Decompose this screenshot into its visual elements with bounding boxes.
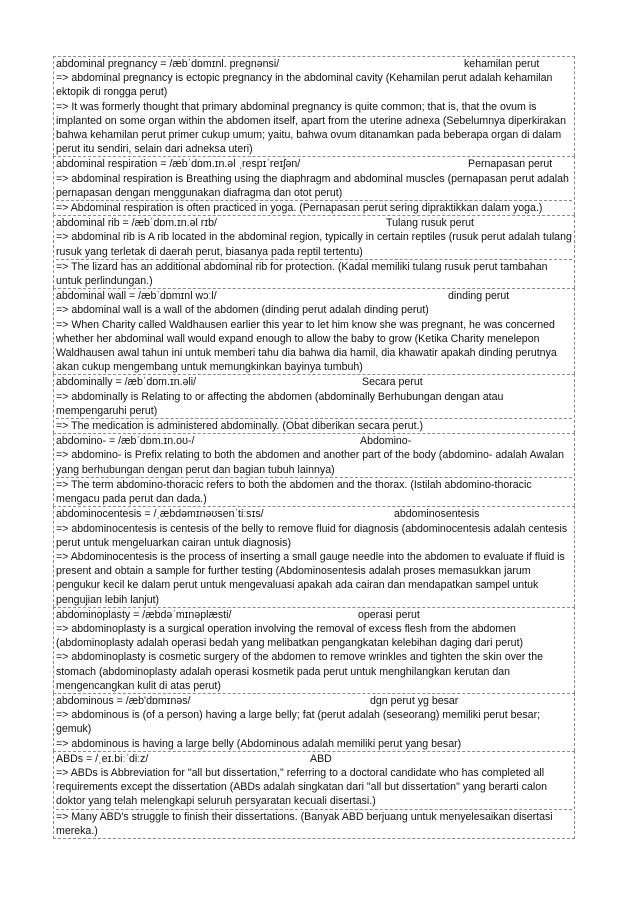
entry-translation: operasi perut: [358, 608, 420, 621]
entry-term: abdominoplasty = /æbdəˈmɪnəplæsti/: [56, 608, 232, 621]
entry-abds: [53, 751, 575, 839]
entry-abdominocentesis: [53, 506, 575, 606]
entry-term: abdominous = /æb'dɒmɪnəs/: [56, 694, 191, 707]
entry-translation: ABD: [310, 752, 332, 765]
entry-example: => When Charity called Waldhausen earlier this year to let him know she was pregnant, he was concerned whether her abdominal wall would expand enough to allow the baby to grow (Ketika Charity menelepon Waldhausen awal tahun ini untuk memberi tahu dia bahwa dia hamil, dia khawatir apakah dinding perutnya akan cukup mengembang untuk memungkinkan bayinya tumbuh): [56, 318, 557, 374]
entry-definition: => abdominally is Relating to or affecting the abdomen (abdominally Berhubungan dengan atau mempengaruhi perut): [56, 390, 572, 419]
entry-abdominal-pregnancy: [53, 56, 575, 156]
entry-translation: Secara perut: [362, 376, 423, 389]
entry-term: abdomino- = /æbˈdɒm.ɪn.oʊ-/: [56, 435, 195, 448]
entry-term: abdominally = /æbˈdɒm.ɪn.əli/: [56, 376, 197, 389]
entry-abdomino-prefix: [53, 433, 575, 506]
entry-translation: abdominosentesis: [394, 508, 480, 521]
entry-translation: Pernapasan perut: [468, 158, 553, 171]
entry-definition: => abdominal rib is A rib located in the abdominal region, typically in certain reptiles (rusuk perut adalah tulang rusuk yang terletak di daerah perut, biasanya pada reptil tertentu): [56, 230, 572, 259]
entry-header: [56, 157, 572, 171]
entry-abdominally: [53, 374, 575, 433]
entry-term: ABDs = /ˌeɪ.biːˈdiːz/: [56, 752, 149, 765]
entry-definition: => abdominocentesis is centesis of the belly to remove fluid for diagnosis (abdominocentesis adalah centesis perut untuk mengeluarkan cairan untuk diagnosis): [56, 522, 568, 549]
glossary-page: [53, 56, 575, 839]
entry-translation: Tulang rusuk perut: [386, 217, 474, 230]
entry-abdominal-respiration: [53, 156, 575, 215]
entry-definition: => abdominal respiration is Breathing using the diaphragm and abdominal muscles (pernapasan perut adalah pernapasan dengan menggunakan diafragma dan otot perut): [56, 172, 572, 201]
entry-header: [56, 216, 572, 230]
entry-term: abdominal wall = /æbˈdɒmɪnl wɔːl/: [56, 290, 217, 303]
entry-example: => abdominoplasty is cosmetic surgery of the abdomen to remove wrinkles and tighten the skin over the stomach (abdominoplasty adalah operasi kosmetik pada perut untuk menghilangkan kerutan dan mengencangkan kulit di atas perut): [56, 651, 543, 692]
entry-example: => Many ABD's struggle to finish their dissertations. (Banyak ABD berjuang untuk menyelesaikan disertasi mereka.): [56, 810, 553, 837]
entry-example: => abdominous is having a large belly (Abdominous adalah memiliki perut yang besar): [56, 737, 462, 750]
entry-example: => Abdominocentesis is the process of inserting a small gauge needle into the abdomen to evaluate if fluid is present and obtain a sample for further testing (Abdominosentesis adalah proses memasukkan jarum pengukur kecil ke dalam perut untuk mengevaluasi apakah ada cairan dan mendapatkan sampel untuk pengujian lebih lanjut): [56, 550, 565, 606]
entry-header: [56, 57, 572, 71]
entry-term: abdominocentesis = /ˌæbdəmɪnəʊsenˈtiːsɪs/: [56, 508, 264, 521]
entry-header: [56, 752, 572, 766]
entry-definition: => abdominal wall is a wall of the abdomen (dinding perut adalah dinding perut): [56, 304, 429, 317]
entry-term: abdominal respiration = /æbˈdɒm.ɪn.əl ˌrespɪˈreɪʃən/: [56, 158, 301, 171]
entry-example: => The medication is administered abdominally. (Obat diberikan secara perut.): [56, 420, 424, 433]
entry-example: => The term abdomino-thoracic refers to both the abdomen and the thorax. (Istilah abdomino-thoracic mengacu pada perut dan dada.): [56, 478, 532, 506]
entry-abdominal-rib: [53, 215, 575, 288]
entry-example: => Abdominal respiration is often practiced in yoga. (Pernapasan perut sering dipraktikkan dalam yoga.): [56, 202, 543, 215]
entry-abdominous: [53, 693, 575, 751]
entry-translation: dgn perut yg besar: [370, 694, 459, 707]
entry-definition: => abdominal pregnancy is ectopic pregnancy in the abdominal cavity (Kehamilan perut adalah kehamilan ektopik di rongga perut): [56, 72, 553, 99]
entry-term: abdominal pregnancy = /æbˈdɒmɪnl. pregnənsi/: [56, 58, 280, 70]
entry-abdominal-wall: [53, 288, 575, 374]
entry-translation: dinding perut: [448, 290, 510, 303]
entry-header: [56, 507, 572, 521]
entry-translation: Abdomino-: [360, 435, 412, 448]
entry-header: [56, 375, 572, 389]
entry-example: => It was formerly thought that primary abdominal pregnancy is quite common; that is, that the ovum is implanted on some organ within the abdomen itself, apart from the uterine adnexa (Sebelumnya diperkirakan bahwa kehamilan perut primer cukup umum; yaitu, bahwa ovum ditanamkan pada beberapa organ di dalam perut itu sendiri, selain dari adneksa uteri): [56, 100, 566, 156]
entry-definition: => abdominous is (of a person) having a large belly; fat (perut adalah (seseorang) memiliki perut besar; gemuk): [56, 709, 541, 736]
entry-header: [56, 694, 572, 708]
entry-definition: => abdomino- is Prefix relating to both the abdomen and another part of the body (abdomino- adalah Awalan yang berhubungan dengan perut dan bagian tubuh lainnya): [56, 448, 572, 477]
entry-example: => The lizard has an additional abdominal rib for protection. (Kadal memiliki tulang rusuk perut tambahan untuk perlindungan.): [56, 260, 548, 288]
entry-header: [56, 434, 572, 448]
entry-definition: => ABDs is Abbreviation for "all but dissertation," referring to a doctoral candidate who has completed all requirements except the dissertation (ABDs adalah singkatan dari "all but dissertation" yang berarti calon doktor yang telah melengkapi seluruh persyaratan kecuali disertasi.): [56, 766, 572, 810]
entry-term: abdominal rib = /æbˈdɒm.ɪn.əl rɪb/: [56, 217, 217, 230]
entry-header: [56, 608, 572, 622]
entry-definition: => abdominoplasty is a surgical operation involving the removal of excess flesh from the abdomen (abdominoplasty adalah operasi bedah yang melibatkan pengangkatan kelebihan daging dari perut): [56, 622, 524, 650]
entry-abdominoplasty: [53, 607, 575, 693]
entry-header: [56, 289, 572, 303]
entry-translation: kehamilan perut: [464, 58, 540, 70]
